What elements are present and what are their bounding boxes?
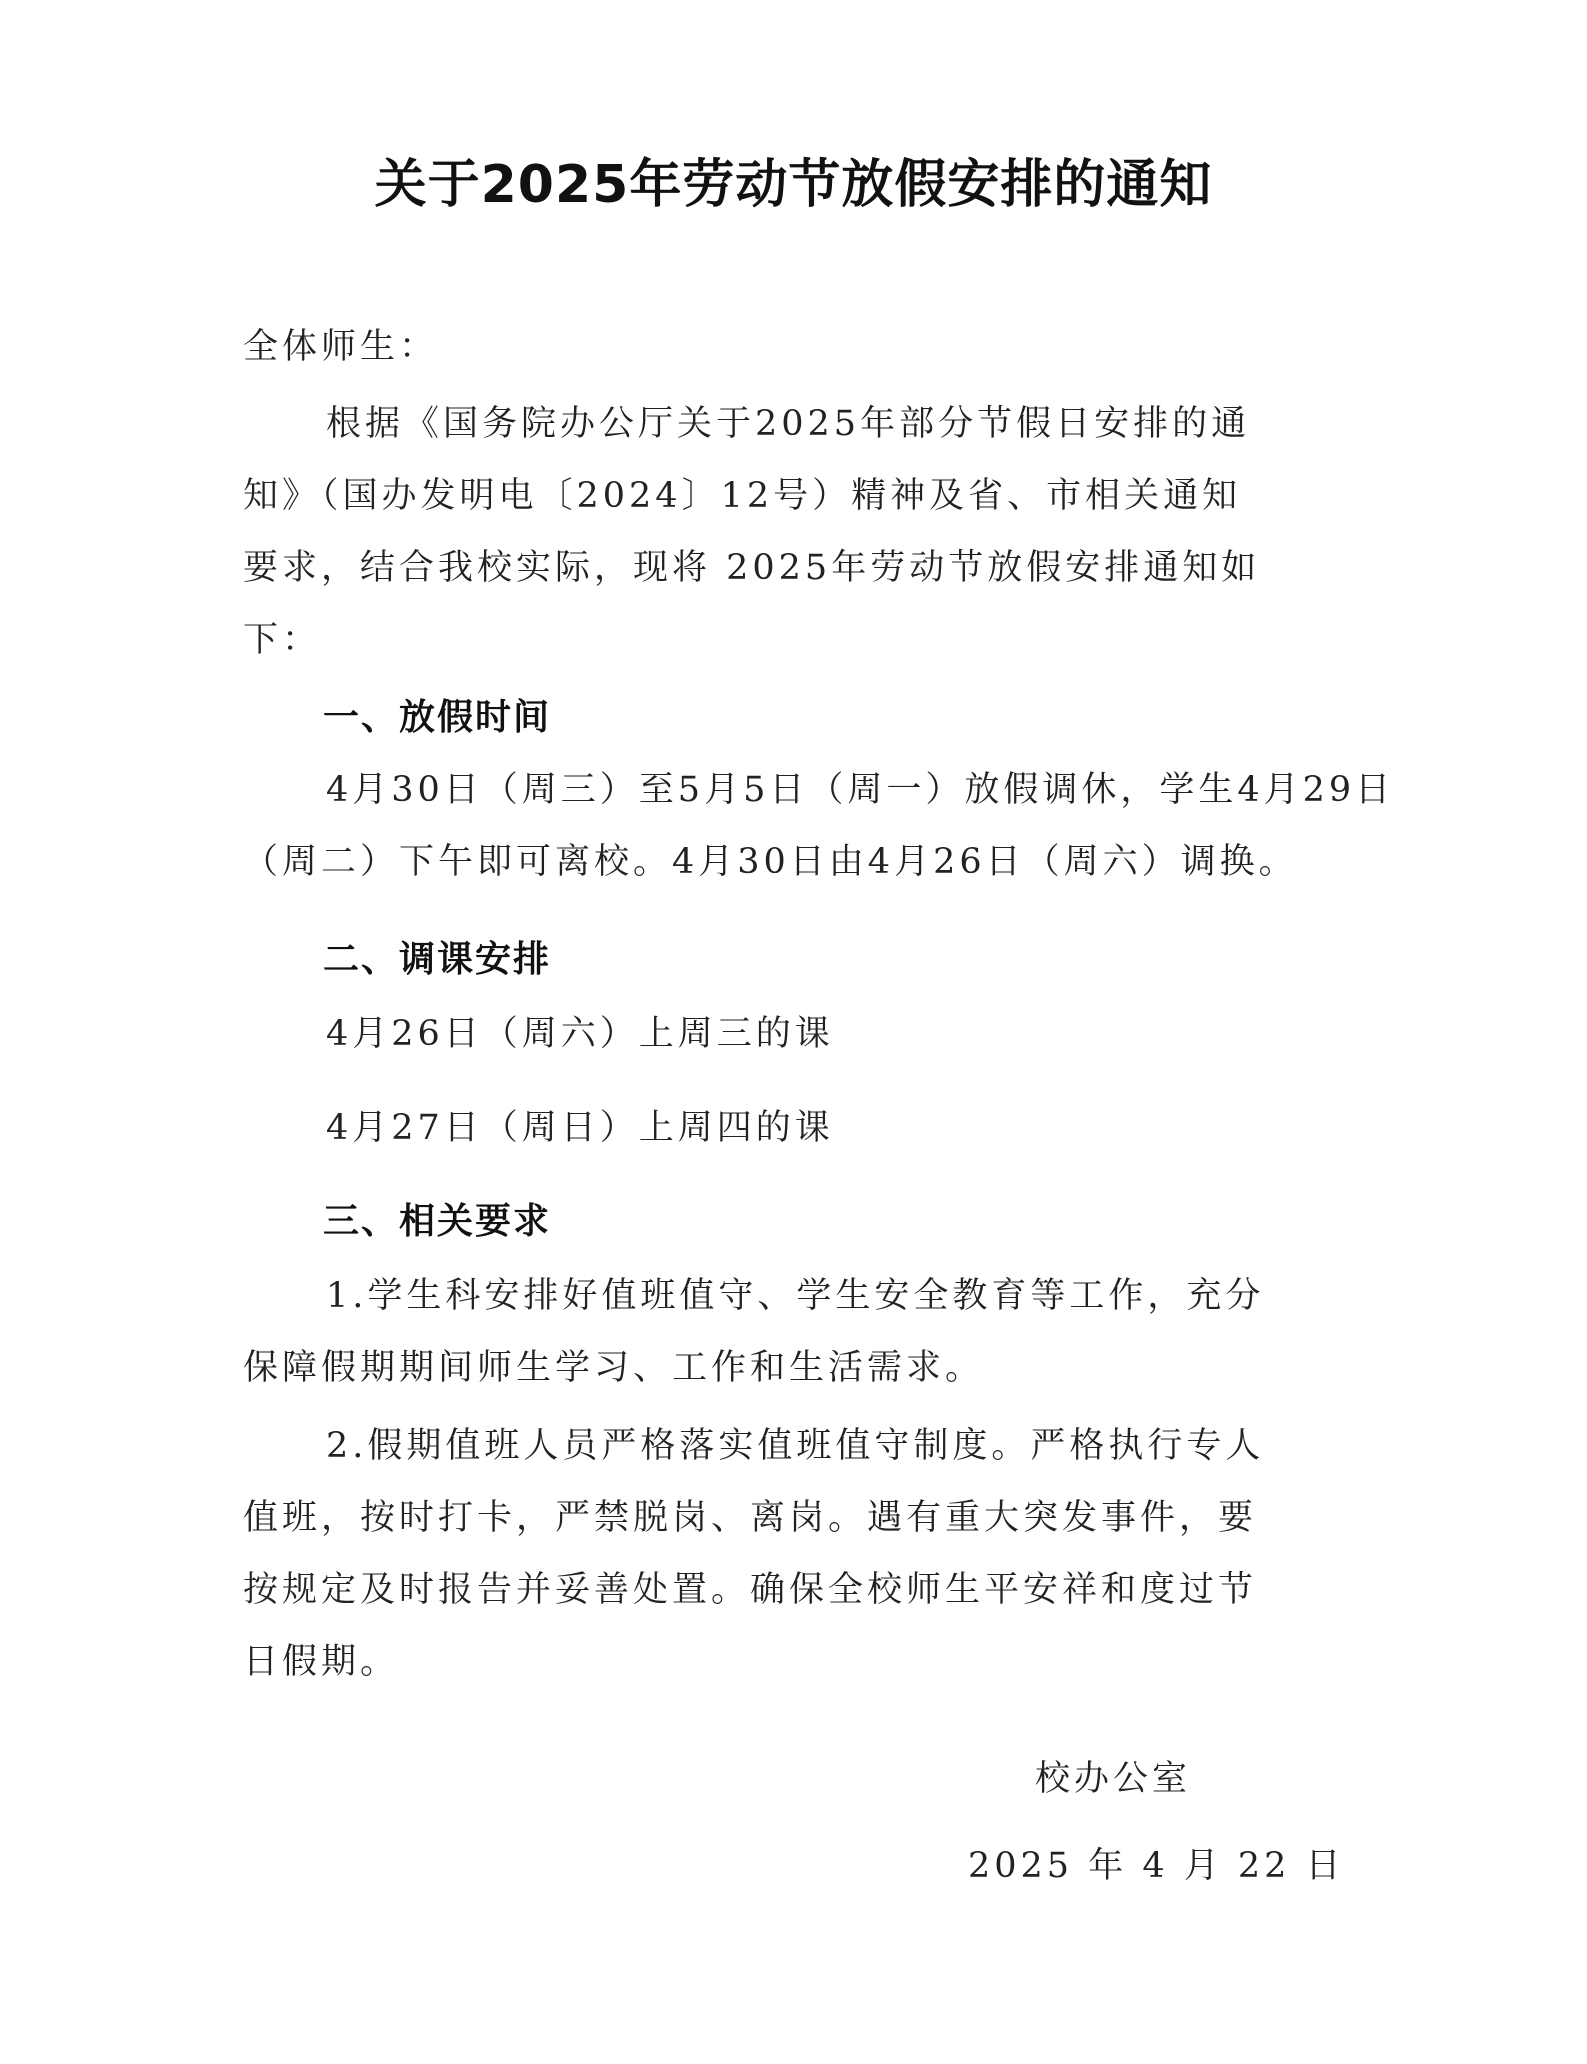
requirement-line: 2.假期值班人员严格落实值班值守制度。严格执行专人 xyxy=(326,1426,1265,1466)
requirement-line: 值班，按时打卡，严禁脱岗、离岗。遇有重大突发事件，要 xyxy=(243,1498,1258,1538)
intro-line: 根据《国务院办公厅关于2025年部分节假日安排的通 xyxy=(326,404,1251,444)
salutation: 全体师生： xyxy=(243,327,439,367)
requirement-line: 按规定及时报告并妥善处置。确保全校师生平安祥和度过节 xyxy=(243,1570,1258,1610)
section-heading-class-adjustment: 二、调课安排 xyxy=(323,939,552,980)
section1-line: 4月30日（周三）至5月5日（周一）放假调休，学生4月29日 xyxy=(326,770,1395,810)
class-adjustment-item: 4月26日（周六）上周三的课 xyxy=(326,1014,834,1054)
intro-line: 要求，结合我校实际，现将 2025年劳动节放假安排通知如 xyxy=(243,548,1261,588)
requirement-line: 日假期。 xyxy=(243,1642,400,1682)
intro-line: 知》（国办发明电〔2024〕12号）精神及省、市相关通知 xyxy=(243,476,1242,516)
requirement-line: 保障假期期间师生学习、工作和生活需求。 xyxy=(243,1348,985,1388)
requirement-line: 1.学生科安排好值班值守、学生安全教育等工作，充分 xyxy=(326,1276,1265,1316)
issuing-office: 校办公室 xyxy=(1035,1759,1192,1799)
issue-date: 2025 年 4 月 22 日 xyxy=(968,1846,1345,1886)
document-title: 关于2025年劳动节放假安排的通知 xyxy=(374,155,1213,215)
intro-line: 下： xyxy=(243,620,322,660)
section1-line: （周二）下午即可离校。4月30日由4月26日（周六）调换。 xyxy=(243,842,1298,882)
section-heading-holiday-time: 一、放假时间 xyxy=(323,697,552,738)
class-adjustment-item: 4月27日（周日）上周四的课 xyxy=(326,1108,834,1148)
section-heading-requirements: 三、相关要求 xyxy=(323,1201,552,1242)
